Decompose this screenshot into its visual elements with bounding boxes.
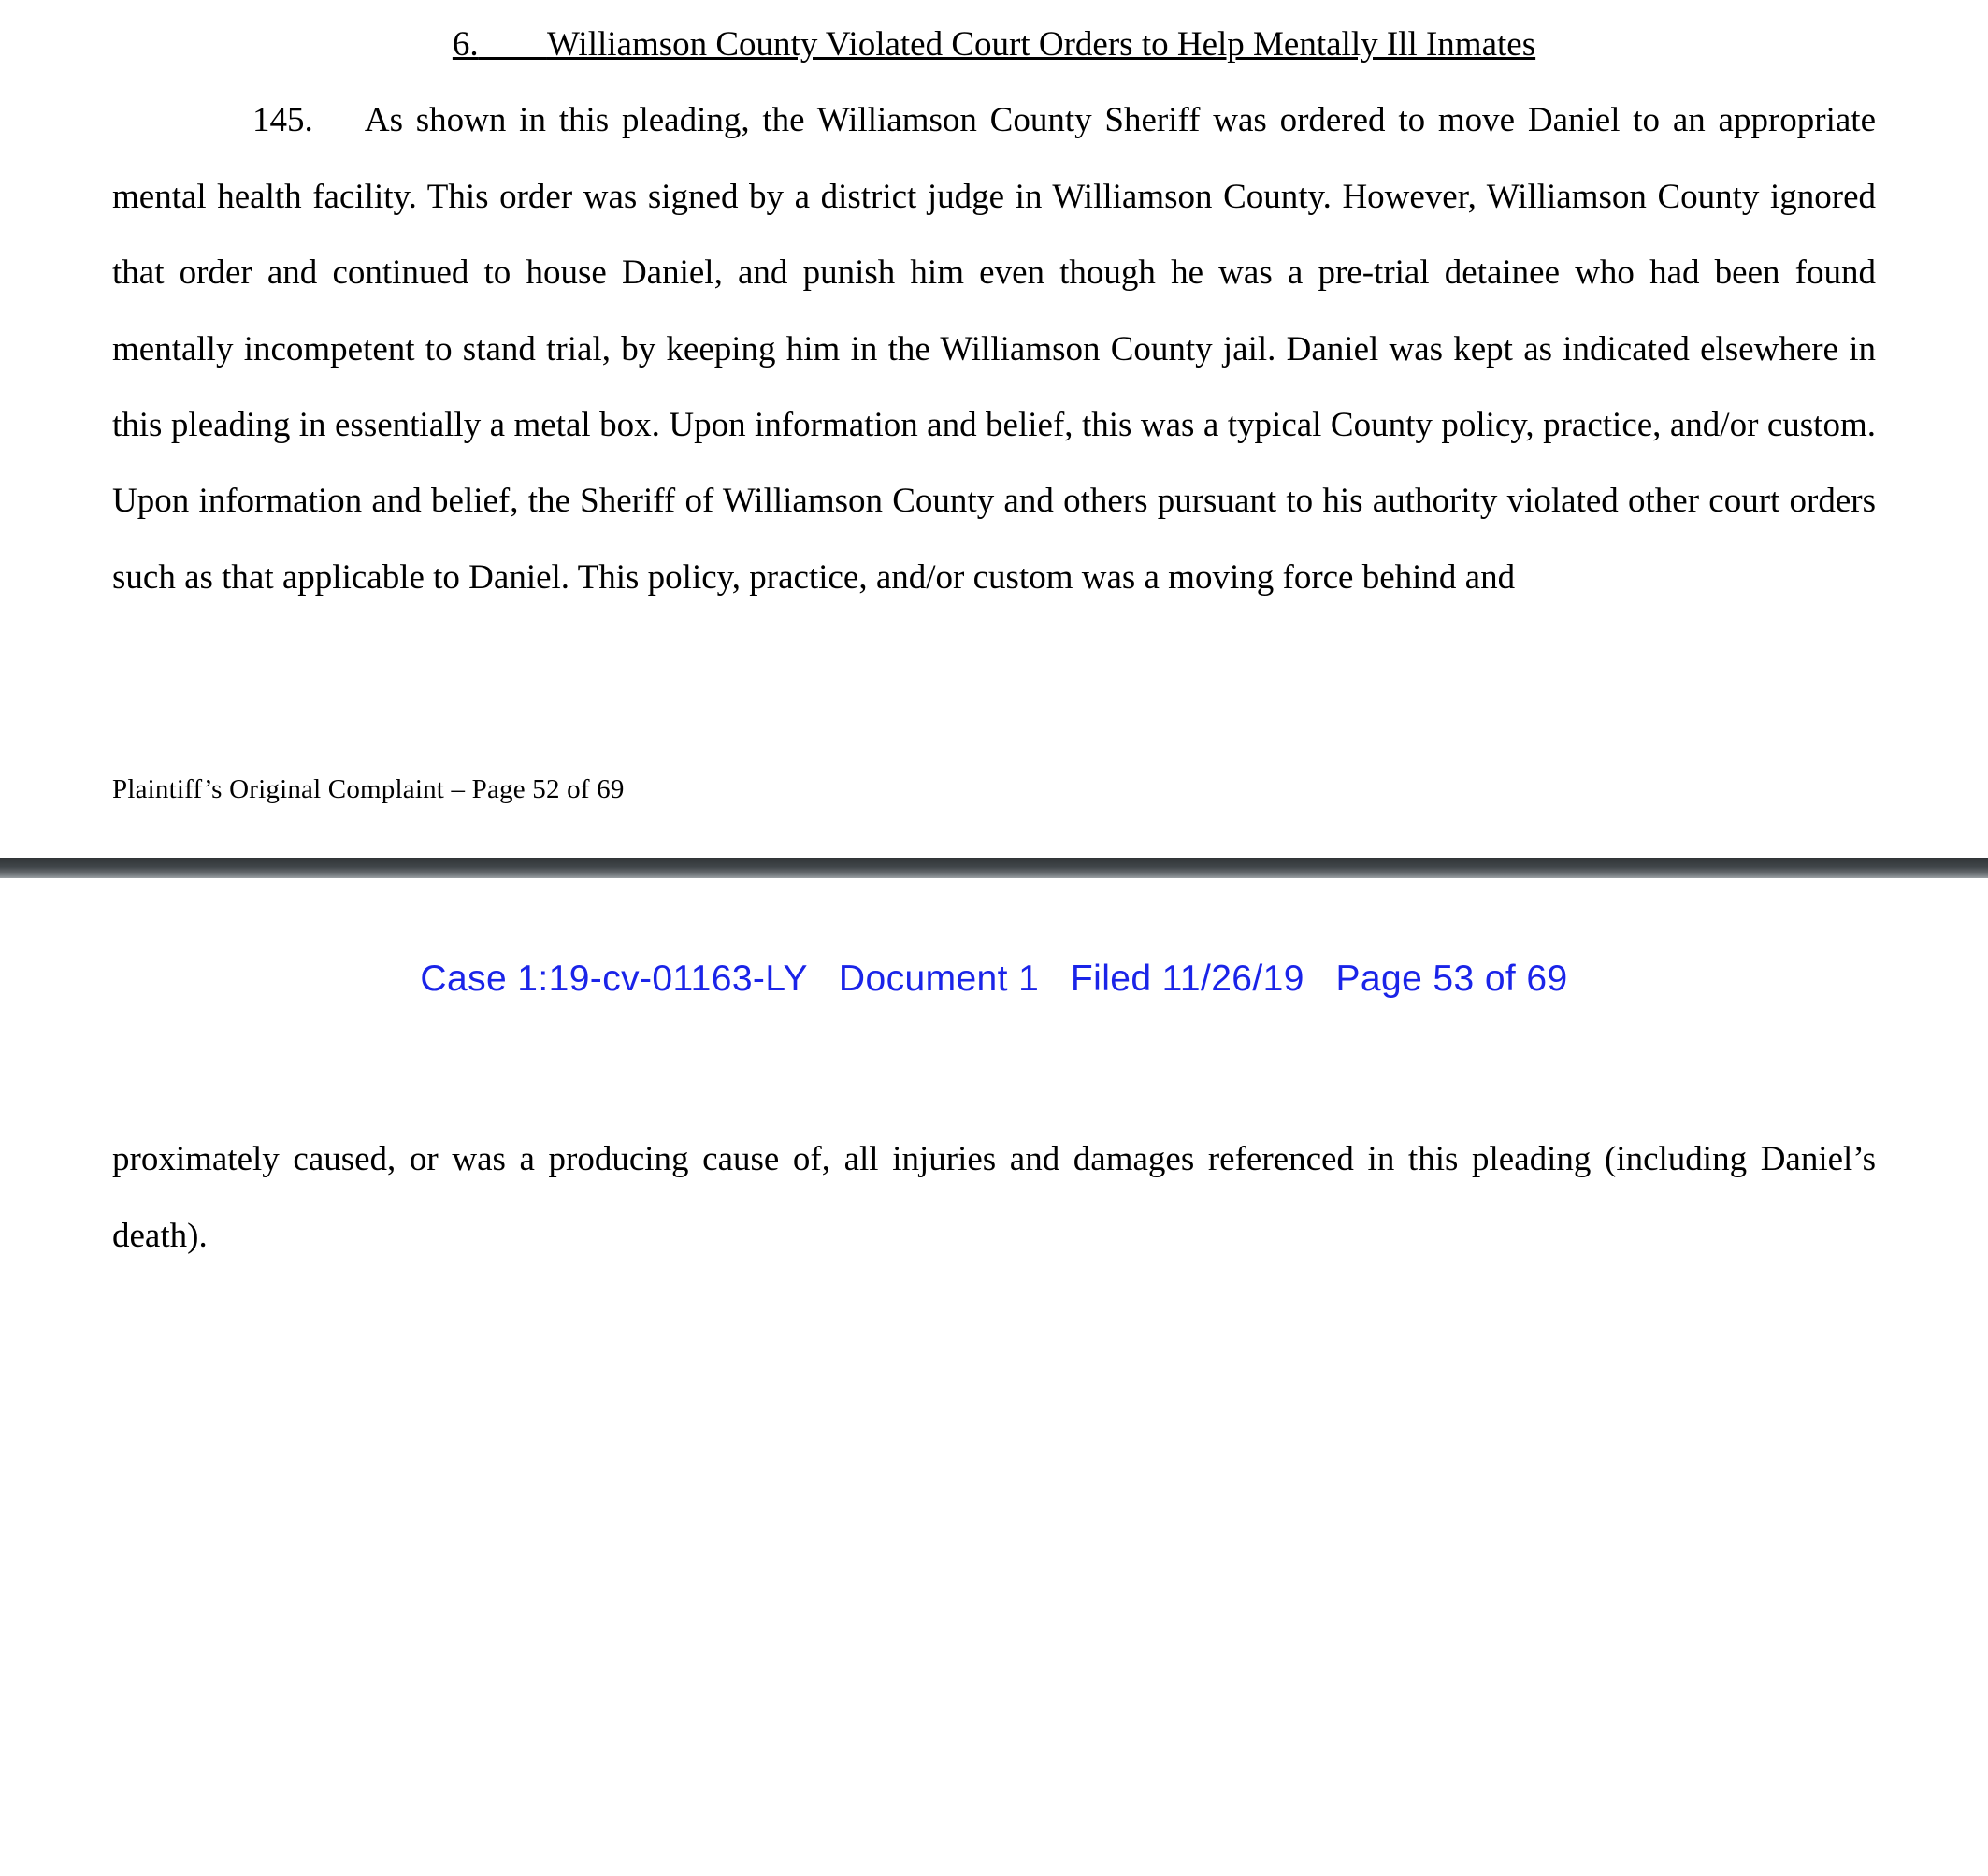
section-heading-spacer [479, 25, 547, 64]
section-title: Williamson County Violated Court Orders to Help Mentally Ill Inmates [546, 25, 1536, 64]
page-divider [0, 858, 1988, 878]
page-52-content [0, 0, 1988, 824]
section-number: 6. [452, 25, 479, 64]
paragraph-number: 145. [252, 101, 313, 140]
ecf-header-stamp: Case 1:19-cv-01163-LY Document 1 Filed 11/26/19 Page 53 of 69 [420, 959, 1568, 1000]
document-page-53 [0, 878, 1988, 1274]
paragraph-145 [112, 82, 1876, 615]
document-page-52 [0, 0, 1988, 824]
page-53-content [0, 1121, 1988, 1274]
page-gap [0, 824, 1988, 858]
section-heading [112, 0, 1876, 65]
paragraph-body: As shown in this pleading, the Williamson County Sheriff was ordered to move Daniel to an appropriate mental health facility. This order was signed by a district judge in Williamson County. However, Williamson County ignored that order and continued to house Daniel, and punish him even though he was a pre-trial detainee who had been found mentally incompetent to stand trial, by keeping him in the Williamson County jail. Daniel was kept as indicated elsewhere in this pleading in essentially a metal box. Upon information and belief, this was a typical County policy, practice, and/or custom. Upon information and belief, the Sheriff of Williamson County and others pursuant to his authority violated other court orders such as that applicable to Daniel. This policy, practice, and/or custom was a moving force behind and [112, 101, 1877, 597]
page-footer: Plaintiff’s Original Complaint – Page 52 of 69 [112, 774, 625, 805]
paragraph-145-continued: proximately caused, or was a producing cause of, all injuries and damages referenced in this pleading (including Daniel’s death). [112, 1140, 1876, 1255]
